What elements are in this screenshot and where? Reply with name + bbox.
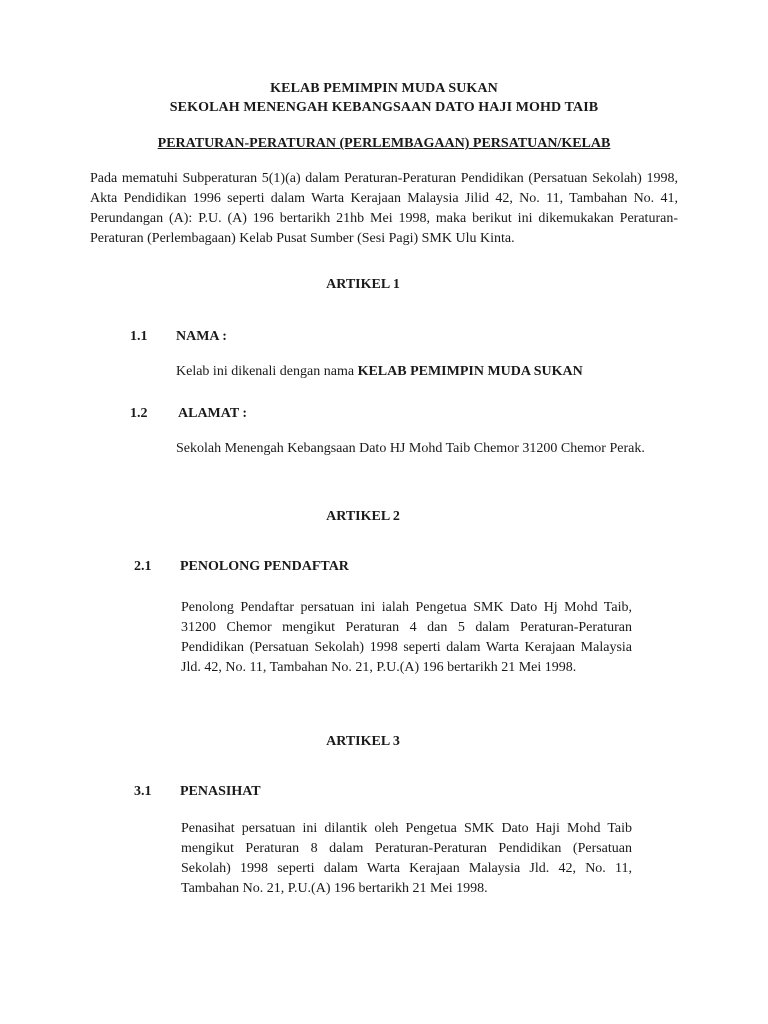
artikel-1-heading: ARTIKEL 1	[326, 277, 400, 292]
section-text-alamat: Sekolah Menengah Kebangsaan Dato HJ Mohd Taib Chemor 31200 Chemor Perak.	[176, 441, 645, 456]
section-title-penolong-pendaftar: PENOLONG PENDAFTAR	[180, 559, 349, 574]
club-name-heading: KELAB PEMIMPIN MUDA SUKAN	[270, 81, 498, 96]
section-title-penasihat: PENASIHAT	[180, 784, 261, 799]
section-title-alamat: ALAMAT :	[178, 406, 248, 421]
nama-text-prefix: Kelab ini dikenali dengan nama	[176, 364, 358, 379]
artikel-3-heading: ARTIKEL 3	[326, 734, 400, 749]
section-title-nama: NAMA :	[176, 329, 227, 344]
section-text-penasihat: Penasihat persatuan ini dilantik oleh Pengetua SMK Dato Haji Mohd Taib mengikut Peraturan 8 dalam Peraturan-Peraturan Pendidikan (Persatuan Sekolah) 1998 seperti dalam Warta Kerajaan Malaysia Jld. 42, No. 11, Tambahan No. 21, P.U.(A) 196 bertarikh 21 Mei 1998.	[181, 821, 632, 896]
artikel-2-heading: ARTIKEL 2	[326, 509, 400, 524]
section-number: 1.1	[130, 329, 148, 344]
club-name-inline: KELAB PEMIMPIN MUDA SUKAN	[357, 364, 583, 379]
school-name-heading: SEKOLAH MENENGAH KEBANGSAAN DATO HAJI MOHD TAIB	[169, 100, 599, 115]
document-subtitle: PERATURAN-PERATURAN (PERLEMBAGAAN) PERSATUAN/KELAB	[157, 136, 611, 151]
section-number: 1.2	[130, 406, 148, 421]
section-text-penolong-pendaftar: Penolong Pendaftar persatuan ini ialah Pengetua SMK Dato Hj Mohd Taib, 31200 Chemor mengikut Peraturan 4 dan 5 dalam Peraturan-Peraturan Pendidikan (Persatuan Sekolah) 1998 seperti dalam Warta Kerajaan Malaysia Jld. 42, No. 11, Tambahan No. 21, P.U.(A) 196 bertarikh 21 Mei 1998.	[181, 600, 632, 675]
intro-paragraph: Pada mematuhi Subperaturan 5(1)(a) dalam Peraturan-Peraturan Pendidikan (Persatuan Sekolah) 1998, Akta Pendidikan 1996 seperti dalam Warta Kerajaan Malaysia Jilid 42, No. 11, Tambahan No. 41, Perundangan (A): P.U. (A) 196 bertarikh 21hb Mei 1998, maka berikut ini dikemukakan Peraturan-Peraturan (Perlembagaan) Kelab Pusat Sumber (Sesi Pagi) SMK Ulu Kinta.	[90, 171, 678, 246]
section-number: 3.1	[134, 784, 152, 799]
section-number: 2.1	[134, 559, 152, 574]
section-text-nama	[176, 362, 646, 382]
